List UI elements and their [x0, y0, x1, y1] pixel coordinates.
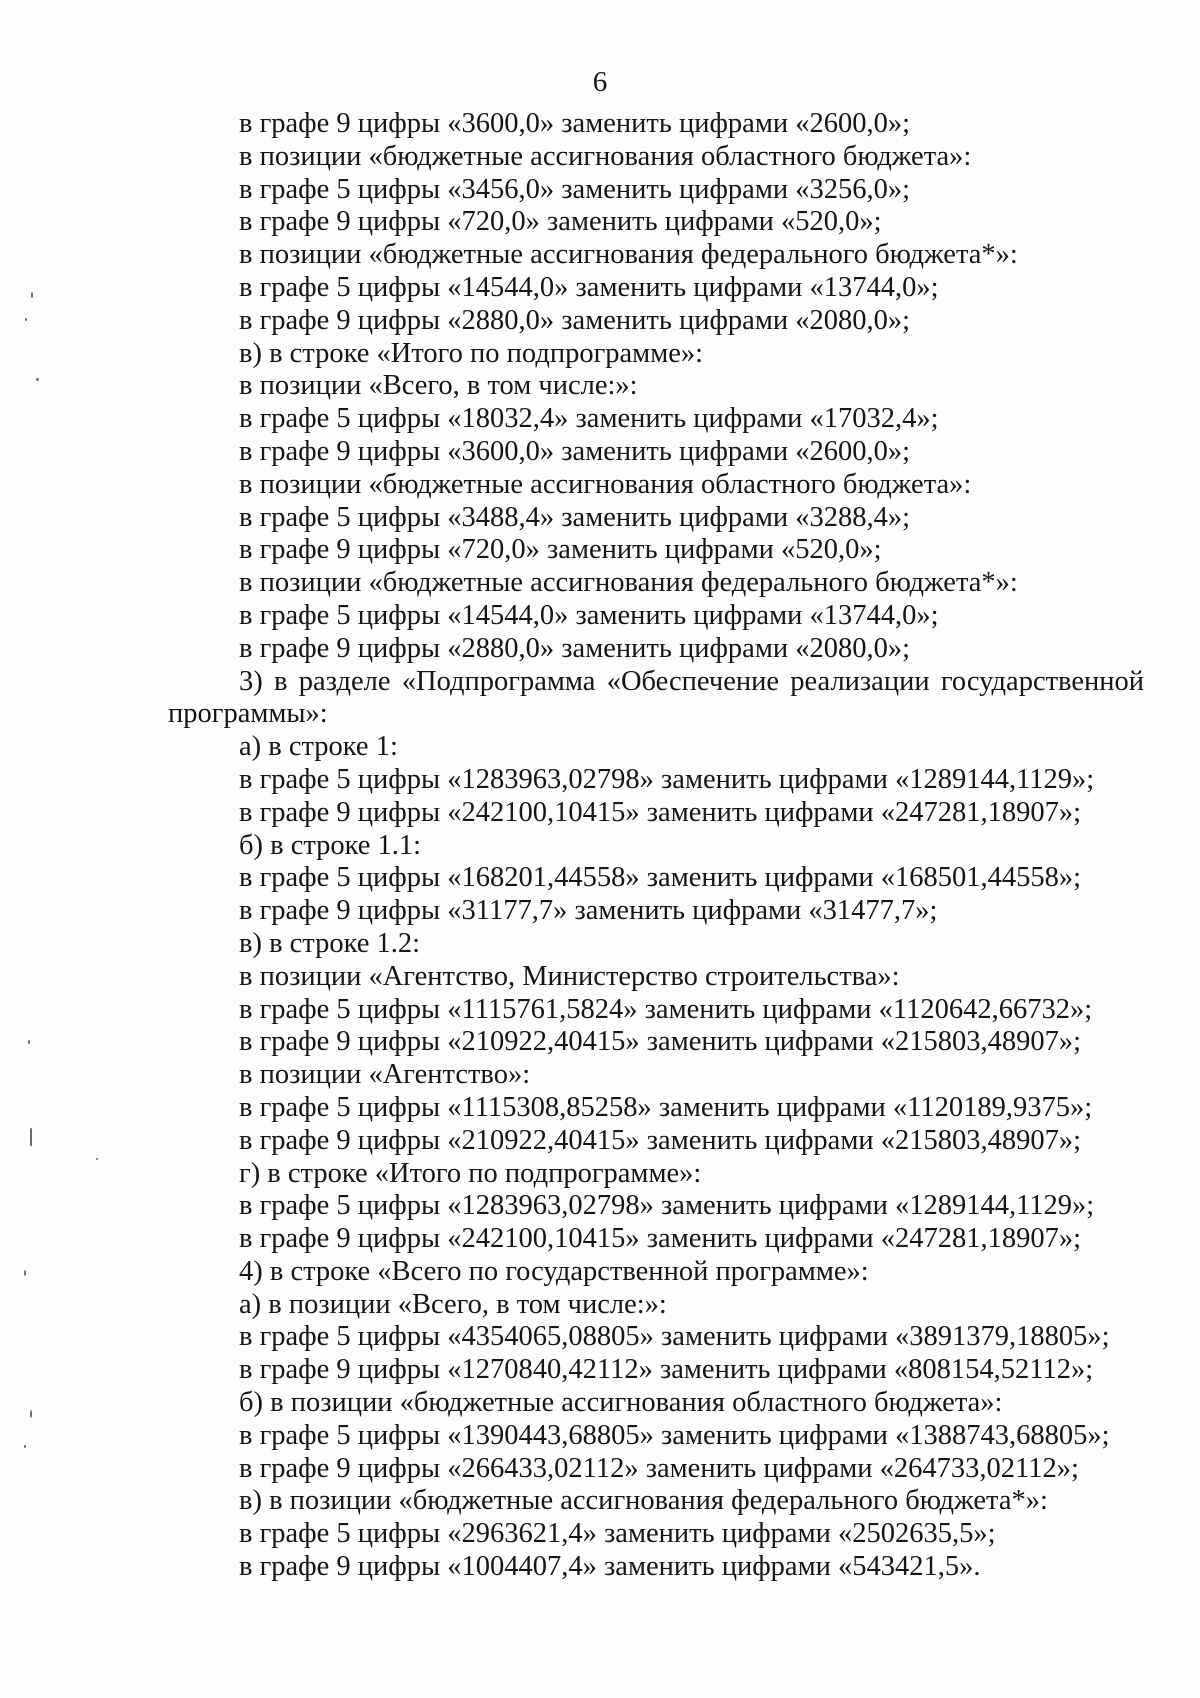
text-line: в графе 5 цифры «3456,0» заменить цифрами «3256,0»; — [239, 173, 911, 205]
text-line: в графе 9 цифры «266433,02112» заменить цифрами «264733,02112»; — [239, 1452, 1079, 1484]
text-line: в позиции «бюджетные ассигнования федерального бюджета*»: — [239, 239, 1018, 271]
text-line: в графе 9 цифры «242100,10415» заменить цифрами «247281,18907»; — [239, 796, 1082, 828]
scan-speck — [25, 318, 27, 321]
text-line: в графе 9 цифры «1004407,4» заменить цифрами «543421,5». — [239, 1551, 981, 1583]
text-line: в графе 5 цифры «1115761,5824» заменить цифрами «1120642,66732»; — [239, 993, 1093, 1025]
text-line: в графе 9 цифры «242100,10415» заменить цифрами «247281,18907»; — [239, 1223, 1082, 1255]
text-line: в позиции «бюджетные ассигнования федерального бюджета*»: — [239, 567, 1018, 599]
text-line: в графе 5 цифры «1283963,02798» заменить цифрами «1289144,1129»; — [239, 763, 1095, 795]
text-line: в позиции «бюджетные ассигнования областного бюджета»: — [239, 468, 972, 500]
text-line: в графе 5 цифры «1115308,85258» заменить цифрами «1120189,9375»; — [239, 1091, 1093, 1123]
document-body — [168, 108, 1144, 1584]
scan-speck — [24, 1270, 26, 1276]
scan-speck — [30, 1410, 32, 1418]
text-line: в графе 9 цифры «2880,0» заменить цифрами «2080,0»; — [239, 304, 911, 336]
text-line: в) в строке «Итого по подпрограмме»: — [239, 337, 704, 369]
text-line: в графе 9 цифры «3600,0» заменить цифрами «2600,0»; — [239, 435, 911, 467]
text-line: в позиции «Всего, в том числе:»: — [239, 370, 638, 402]
scan-speck — [30, 1128, 32, 1146]
text-line: в позиции «Агентство, Министерство строительства»: — [239, 960, 900, 992]
text-line: в позиции «Агентство»: — [239, 1059, 531, 1091]
text-line: в графе 9 цифры «720,0» заменить цифрами «520,0»; — [239, 206, 882, 238]
page-number: 6 — [592, 66, 608, 98]
text-line: в графе 9 цифры «210922,40415» заменить цифрами «215803,48907»; — [239, 1026, 1082, 1058]
text-line: в графе 9 цифры «3600,0» заменить цифрами «2600,0»; — [239, 108, 911, 139]
scan-speck — [24, 1445, 26, 1448]
scan-speck — [36, 378, 39, 381]
text-line: в графе 5 цифры «14544,0» заменить цифрами «13744,0»; — [239, 271, 939, 303]
section-heading-continuation: программы»: — [168, 698, 328, 730]
text-line: в графе 9 цифры «1270840,42112» заменить цифрами «808154,52112»; — [239, 1354, 1094, 1386]
scan-speck — [31, 292, 33, 298]
text-line: в графе 5 цифры «4354065,08805» заменить цифрами «3891379,18805»; — [239, 1321, 1110, 1353]
text-line: в графе 9 цифры «31177,7» заменить цифрами «31477,7»; — [239, 895, 938, 927]
section-heading-line: 3) в разделе «Подпрограмма «Обеспечение реализации государственной — [239, 665, 1144, 697]
text-line: в графе 5 цифры «2963621,4» заменить цифрами «2502635,5»; — [239, 1518, 996, 1550]
text-line: г) в строке «Итого по подпрограмме»: — [239, 1157, 702, 1189]
text-line: б) в строке 1.1: — [239, 829, 422, 861]
text-line: в графе 9 цифры «2880,0» заменить цифрами «2080,0»; — [239, 632, 911, 664]
text-line: 4) в строке «Всего по государственной программе»: — [239, 1255, 869, 1287]
text-line: в графе 5 цифры «3488,4» заменить цифрами «3288,4»; — [239, 501, 911, 533]
text-line: в графе 5 цифры «18032,4» заменить цифрами «17032,4»; — [239, 403, 939, 435]
text-line: в графе 5 цифры «14544,0» заменить цифрами «13744,0»; — [239, 599, 939, 631]
text-line: в графе 5 цифры «1283963,02798» заменить цифрами «1289144,1129»; — [239, 1190, 1095, 1222]
scan-speck — [28, 1040, 30, 1044]
scan-speck — [96, 1158, 98, 1160]
text-line: в) в строке 1.2: — [239, 927, 421, 959]
text-line: в графе 9 цифры «210922,40415» заменить цифрами «215803,48907»; — [239, 1124, 1082, 1156]
text-line: а) в позиции «Всего, в том числе:»: — [239, 1288, 667, 1320]
text-line: в графе 5 цифры «1390443,68805» заменить цифрами «1388743,68805»; — [239, 1419, 1110, 1451]
text-line: в графе 5 цифры «168201,44558» заменить цифрами «168501,44558»; — [239, 862, 1082, 894]
text-line: в) в позиции «бюджетные ассигнования федерального бюджета*»: — [239, 1485, 1048, 1517]
text-line: в графе 9 цифры «720,0» заменить цифрами «520,0»; — [239, 534, 882, 566]
text-line: в позиции «бюджетные ассигнования областного бюджета»: — [239, 140, 972, 172]
text-line: а) в строке 1: — [239, 731, 398, 763]
text-line: б) в позиции «бюджетные ассигнования областного бюджета»: — [239, 1387, 1003, 1419]
